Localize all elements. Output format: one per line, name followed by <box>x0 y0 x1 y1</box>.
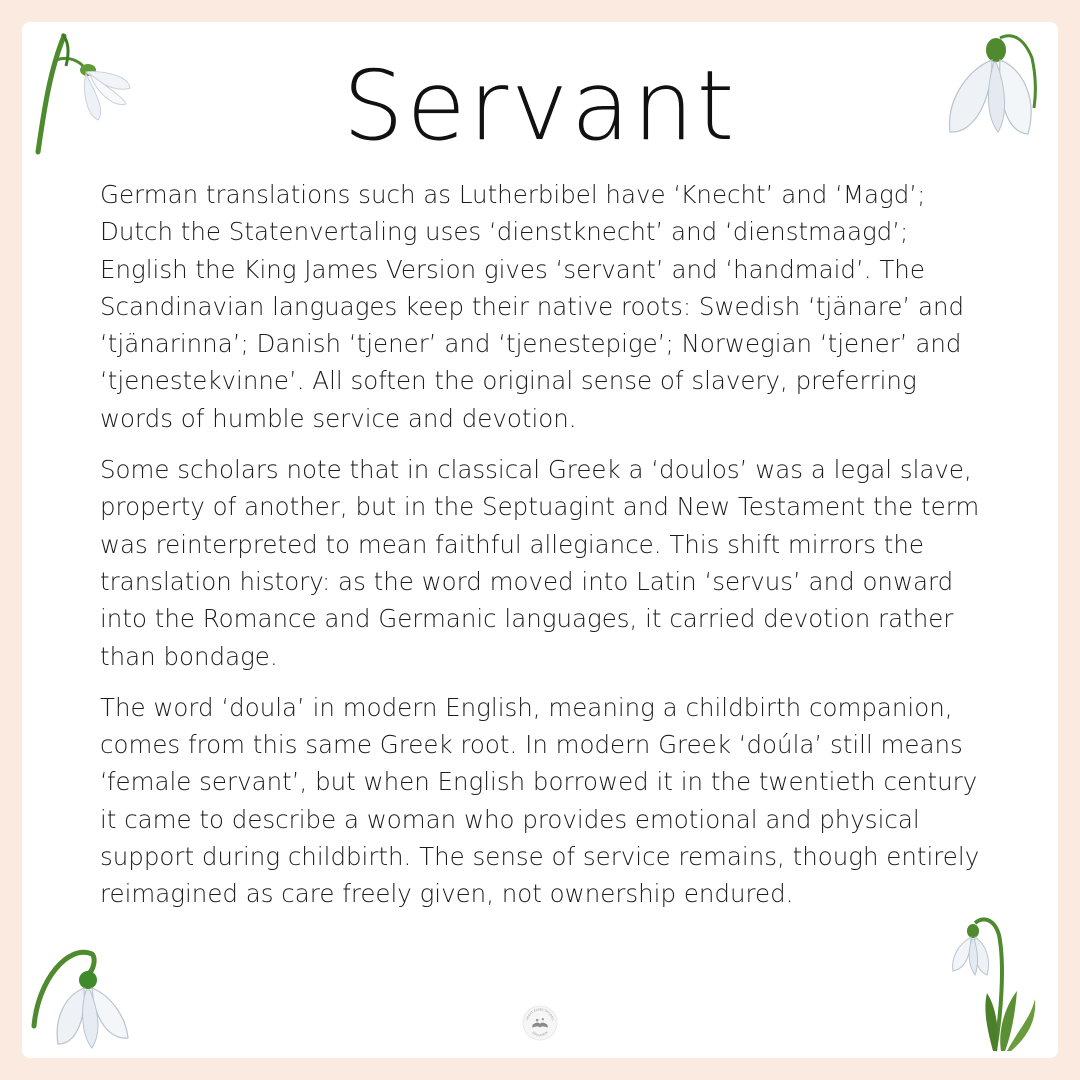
snowdrop-flower-icon <box>940 28 1050 143</box>
snowdrop-flower-icon <box>945 905 1050 1055</box>
paragraph-translations: German translations such as Lutherbibel have ‘Knecht’ and ‘Magd’; Dutch the Statenvertaling uses ‘dienstknecht’ and ‘dienstmaagd’; English the King James Version gives ‘servant’ and ‘handmaid’. The Scandinavian languages keep their native roots: Swedish ‘tjänare’ and ‘tjänarinna’; Danish ‘tjener’ and ‘tjenestepige’; Norwegian ‘tjener’ and ‘tjenestekvinne’. All soften the original sense of slavery, preferring words of humble service and devotion. <box>100 180 965 433</box>
logo-top-text: GREAT EXPECTATIONS <box>524 1007 556 1021</box>
body-text <box>100 176 980 927</box>
paragraph-doula: The word ‘doula’ in modern English, meaning a childbirth companion, comes from this same Greek root. In modern Greek ‘doúla’ still means ‘female servant’, but when English borrowed it in the twentieth century it came to describe a woman who provides emotional and physical support during childbirth. The sense of service remains, though entirely reimagined as care freely given, not ownership endured. <box>100 692 980 909</box>
page-title: Servant <box>342 50 738 162</box>
snowdrop-flower-icon <box>28 940 138 1055</box>
paragraph-greek-history: Some scholars note that in classical Greek a ‘doulos’ was a legal slave, property of another, but in the Septuagint and New Testament the term was reinterpreted to mean faithful allegiance. This shift mirrors the translation history: as the word moved into Latin ‘servus’ and onward into the Romance and Germanic languages, it carried devotion rather than bondage. <box>100 455 980 671</box>
snowdrop-flower-icon <box>28 30 138 160</box>
book-logo-icon <box>521 1004 559 1042</box>
logo-bottom-text: EDUCATION <box>531 1030 549 1038</box>
